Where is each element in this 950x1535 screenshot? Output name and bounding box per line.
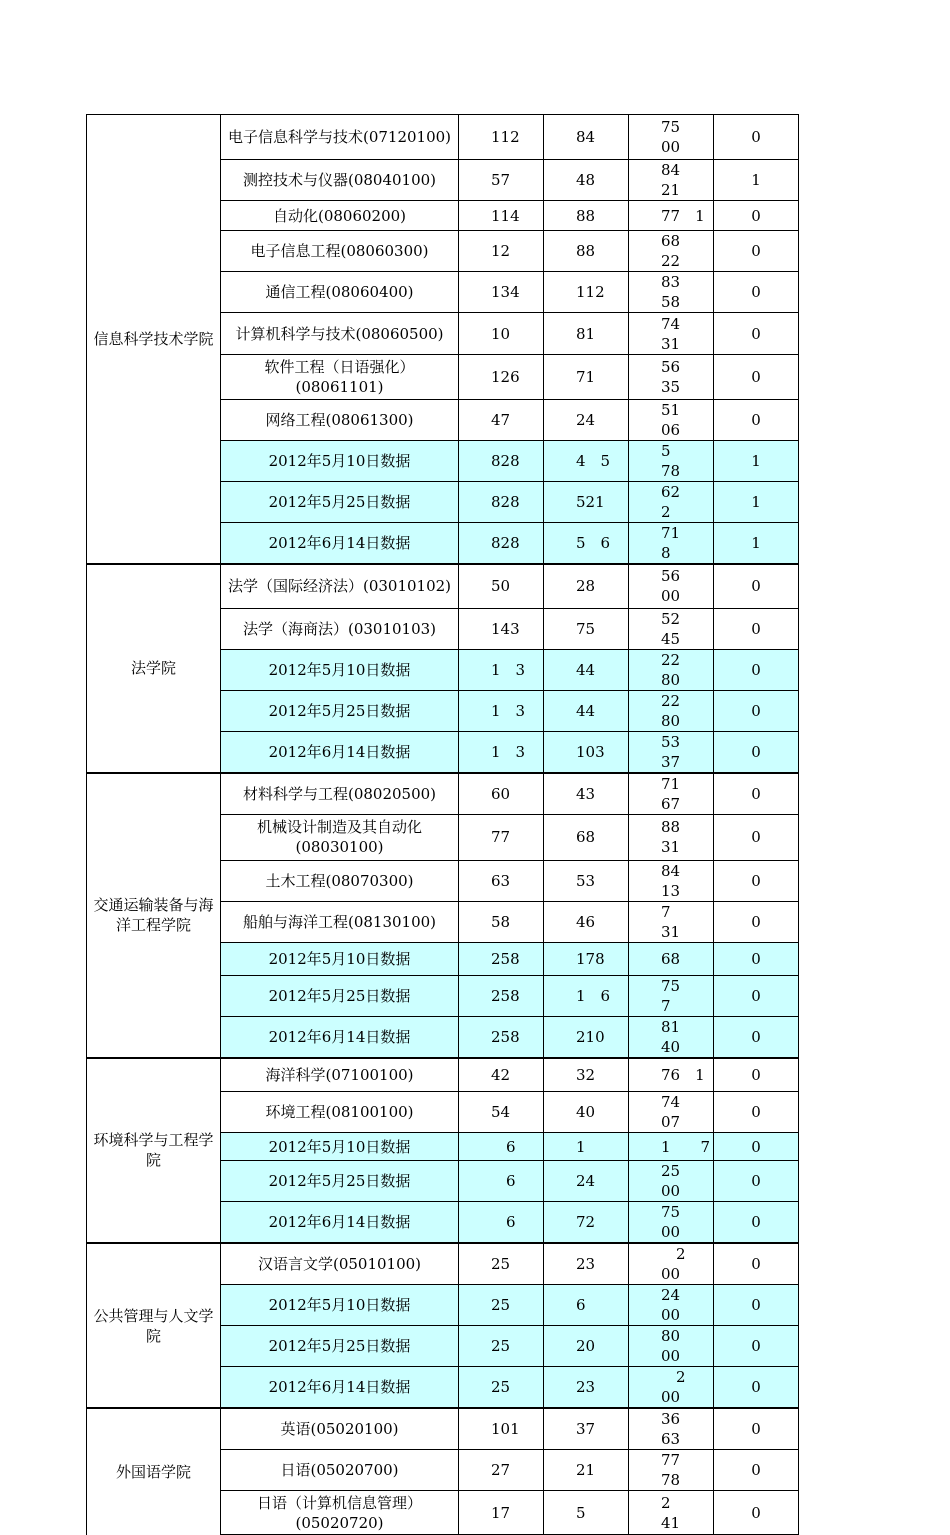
cell-value-d: 0: [714, 649, 799, 690]
cell-value-a: 1 3: [459, 649, 544, 690]
cell-value-d: 0: [714, 355, 799, 400]
cell-value-c: 7 31: [629, 901, 714, 942]
cell-value-a: 126: [459, 355, 544, 400]
cell-value-d: 0: [714, 201, 799, 231]
cell-value-b: 75: [544, 608, 629, 649]
cell-value-d: 0: [714, 272, 799, 313]
cell-value-a: 6: [459, 1161, 544, 1202]
major-name: 2012年6月14日数据: [221, 731, 459, 773]
cell-value-d: 0: [714, 1016, 799, 1058]
cell-value-b: 521: [544, 482, 629, 523]
cell-value-b: 88: [544, 201, 629, 231]
cell-value-b: 46: [544, 901, 629, 942]
cell-value-d: 0: [714, 1326, 799, 1367]
cell-value-d: 0: [714, 1450, 799, 1491]
cell-value-a: 6: [459, 1202, 544, 1244]
cell-value-a: 6: [459, 1133, 544, 1161]
cell-value-b: 81: [544, 313, 629, 355]
cell-value-a: 25: [459, 1326, 544, 1367]
cell-value-c: 75 00: [629, 1202, 714, 1244]
cell-value-a: 12: [459, 231, 544, 272]
cell-value-d: 0: [714, 942, 799, 975]
cell-value-b: 40: [544, 1092, 629, 1133]
cell-value-c: 25 00: [629, 1161, 714, 1202]
cell-value-c: 80 00: [629, 1326, 714, 1367]
cell-value-b: 1 6: [544, 975, 629, 1016]
cell-value-b: 84: [544, 115, 629, 160]
cell-value-d: 1: [714, 523, 799, 565]
cell-value-d: 0: [714, 1285, 799, 1326]
cell-value-a: 258: [459, 1016, 544, 1058]
cell-value-a: 828: [459, 482, 544, 523]
cell-value-b: 68: [544, 814, 629, 860]
cell-value-a: 47: [459, 400, 544, 441]
college-name: 外国语学院: [87, 1408, 221, 1535]
cell-value-b: 28: [544, 564, 629, 608]
cell-value-a: 134: [459, 272, 544, 313]
cell-value-c: 52 45: [629, 608, 714, 649]
cell-value-c: 71 8: [629, 523, 714, 565]
major-name: 通信工程(08060400): [221, 272, 459, 313]
cell-value-c: 5 78: [629, 441, 714, 482]
cell-value-c: 77 1: [629, 201, 714, 231]
major-name: 测控技术与仪器(08040100): [221, 160, 459, 201]
cell-value-b: 23: [544, 1367, 629, 1409]
cell-value-d: 0: [714, 115, 799, 160]
cell-value-a: 25: [459, 1243, 544, 1285]
table-row: [87, 1408, 799, 1450]
cell-value-c: 22 80: [629, 690, 714, 731]
cell-value-d: 0: [714, 975, 799, 1016]
major-name: 电子信息工程(08060300): [221, 231, 459, 272]
cell-value-a: 114: [459, 201, 544, 231]
major-name: 汉语言文学(05010100): [221, 1243, 459, 1285]
cell-value-d: 0: [714, 1202, 799, 1244]
cell-value-c: 76 1: [629, 1058, 714, 1092]
major-name: 2012年5月10日数据: [221, 1285, 459, 1326]
college-name: 法学院: [87, 564, 221, 773]
cell-value-a: 143: [459, 608, 544, 649]
major-name: 2012年5月10日数据: [221, 1133, 459, 1161]
cell-value-c: 74 31: [629, 313, 714, 355]
cell-value-b: 20: [544, 1326, 629, 1367]
cell-value-c: 2 41: [629, 1491, 714, 1535]
cell-value-b: 88: [544, 231, 629, 272]
cell-value-a: 1 3: [459, 690, 544, 731]
major-name: 法学（海商法）(03010103): [221, 608, 459, 649]
cell-value-b: 24: [544, 400, 629, 441]
major-name: 2012年5月10日数据: [221, 942, 459, 975]
major-name: 2012年5月10日数据: [221, 441, 459, 482]
cell-value-d: 0: [714, 1367, 799, 1409]
admission-table: [86, 114, 799, 1535]
table-row: [87, 773, 799, 815]
cell-value-b: 44: [544, 690, 629, 731]
major-name: 自动化(08060200): [221, 201, 459, 231]
cell-value-d: 0: [714, 231, 799, 272]
cell-value-b: 72: [544, 1202, 629, 1244]
cell-value-a: 57: [459, 160, 544, 201]
cell-value-a: 828: [459, 441, 544, 482]
cell-value-d: 1: [714, 441, 799, 482]
cell-value-b: 5: [544, 1491, 629, 1535]
cell-value-c: 22 80: [629, 649, 714, 690]
cell-value-b: 32: [544, 1058, 629, 1092]
cell-value-a: 258: [459, 942, 544, 975]
cell-value-d: 0: [714, 1408, 799, 1450]
cell-value-d: 0: [714, 731, 799, 773]
cell-value-a: 63: [459, 860, 544, 901]
cell-value-c: 1 7: [629, 1133, 714, 1161]
major-name: 2012年5月25日数据: [221, 690, 459, 731]
table-row: [87, 115, 799, 160]
cell-value-b: 6: [544, 1285, 629, 1326]
cell-value-c: 53 37: [629, 731, 714, 773]
cell-value-d: 0: [714, 1133, 799, 1161]
major-name: 日语（计算机信息管理）(05020720): [221, 1491, 459, 1535]
cell-value-b: 1: [544, 1133, 629, 1161]
cell-value-d: 0: [714, 1092, 799, 1133]
college-name: 环境科学与工程学院: [87, 1058, 221, 1244]
cell-value-b: 112: [544, 272, 629, 313]
major-name: 环境工程(08100100): [221, 1092, 459, 1133]
cell-value-d: 0: [714, 1491, 799, 1535]
cell-value-b: 103: [544, 731, 629, 773]
major-name: 英语(05020100): [221, 1408, 459, 1450]
cell-value-a: 101: [459, 1408, 544, 1450]
cell-value-c: 68: [629, 942, 714, 975]
cell-value-a: 17: [459, 1491, 544, 1535]
major-name: 2012年5月25日数据: [221, 1161, 459, 1202]
cell-value-b: 21: [544, 1450, 629, 1491]
major-name: 计算机科学与技术(08060500): [221, 313, 459, 355]
cell-value-b: 24: [544, 1161, 629, 1202]
major-name: 2012年6月14日数据: [221, 1016, 459, 1058]
major-name: 2012年6月14日数据: [221, 1202, 459, 1244]
cell-value-c: 75 7: [629, 975, 714, 1016]
cell-value-b: 44: [544, 649, 629, 690]
cell-value-c: 84 13: [629, 860, 714, 901]
cell-value-b: 210: [544, 1016, 629, 1058]
cell-value-a: 50: [459, 564, 544, 608]
major-name: 2012年5月25日数据: [221, 482, 459, 523]
major-name: 电子信息科学与技术(07120100): [221, 115, 459, 160]
cell-value-c: 68 22: [629, 231, 714, 272]
major-name: 日语(05020700): [221, 1450, 459, 1491]
major-name: 2012年5月10日数据: [221, 649, 459, 690]
cell-value-c: 88 31: [629, 814, 714, 860]
cell-value-d: 0: [714, 400, 799, 441]
cell-value-a: 828: [459, 523, 544, 565]
cell-value-c: 71 67: [629, 773, 714, 815]
cell-value-d: 0: [714, 814, 799, 860]
cell-value-b: 178: [544, 942, 629, 975]
cell-value-a: 258: [459, 975, 544, 1016]
cell-value-c: 84 21: [629, 160, 714, 201]
cell-value-d: 0: [714, 564, 799, 608]
cell-value-c: 51 06: [629, 400, 714, 441]
cell-value-b: 48: [544, 160, 629, 201]
cell-value-a: 54: [459, 1092, 544, 1133]
cell-value-c: 56 35: [629, 355, 714, 400]
cell-value-d: 0: [714, 860, 799, 901]
college-name: 交通运输装备与海洋工程学院: [87, 773, 221, 1058]
major-name: 2012年5月25日数据: [221, 975, 459, 1016]
cell-value-a: 58: [459, 901, 544, 942]
major-name: 土木工程(08070300): [221, 860, 459, 901]
table-body: [87, 115, 799, 1535]
cell-value-d: 1: [714, 160, 799, 201]
major-name: 海洋科学(07100100): [221, 1058, 459, 1092]
cell-value-b: 5 6: [544, 523, 629, 565]
cell-value-d: 0: [714, 773, 799, 815]
cell-value-d: 1: [714, 482, 799, 523]
cell-value-c: 83 58: [629, 272, 714, 313]
cell-value-c: 56 00: [629, 564, 714, 608]
cell-value-c: 24 00: [629, 1285, 714, 1326]
cell-value-d: 0: [714, 901, 799, 942]
cell-value-d: 0: [714, 1058, 799, 1092]
cell-value-c: 2 00: [629, 1243, 714, 1285]
cell-value-c: 77 78: [629, 1450, 714, 1491]
cell-value-b: 71: [544, 355, 629, 400]
cell-value-c: 36 63: [629, 1408, 714, 1450]
cell-value-b: 4 5: [544, 441, 629, 482]
cell-value-b: 43: [544, 773, 629, 815]
cell-value-d: 0: [714, 608, 799, 649]
table-row: [87, 1243, 799, 1285]
cell-value-d: 0: [714, 1161, 799, 1202]
cell-value-c: 81 40: [629, 1016, 714, 1058]
cell-value-c: 74 07: [629, 1092, 714, 1133]
table-row: [87, 1058, 799, 1092]
college-name: 公共管理与人文学院: [87, 1243, 221, 1408]
major-name: 软件工程（日语强化）(08061101): [221, 355, 459, 400]
cell-value-a: 25: [459, 1285, 544, 1326]
cell-value-b: 37: [544, 1408, 629, 1450]
cell-value-d: 0: [714, 313, 799, 355]
cell-value-a: 60: [459, 773, 544, 815]
major-name: 2012年6月14日数据: [221, 1367, 459, 1409]
cell-value-a: 10: [459, 313, 544, 355]
cell-value-a: 1 3: [459, 731, 544, 773]
cell-value-a: 42: [459, 1058, 544, 1092]
major-name: 2012年5月25日数据: [221, 1326, 459, 1367]
cell-value-a: 27: [459, 1450, 544, 1491]
major-name: 机械设计制造及其自动化(08030100): [221, 814, 459, 860]
cell-value-d: 0: [714, 1243, 799, 1285]
major-name: 船舶与海洋工程(08130100): [221, 901, 459, 942]
cell-value-d: 0: [714, 690, 799, 731]
college-name: 信息科学技术学院: [87, 115, 221, 565]
cell-value-c: 62 2: [629, 482, 714, 523]
major-name: 法学（国际经济法）(03010102): [221, 564, 459, 608]
cell-value-b: 53: [544, 860, 629, 901]
cell-value-a: 25: [459, 1367, 544, 1409]
cell-value-c: 2 00: [629, 1367, 714, 1409]
cell-value-a: 77: [459, 814, 544, 860]
major-name: 网络工程(08061300): [221, 400, 459, 441]
table-row: [87, 564, 799, 608]
major-name: 2012年6月14日数据: [221, 523, 459, 565]
cell-value-c: 75 00: [629, 115, 714, 160]
cell-value-a: 112: [459, 115, 544, 160]
cell-value-b: 23: [544, 1243, 629, 1285]
major-name: 材料科学与工程(08020500): [221, 773, 459, 815]
